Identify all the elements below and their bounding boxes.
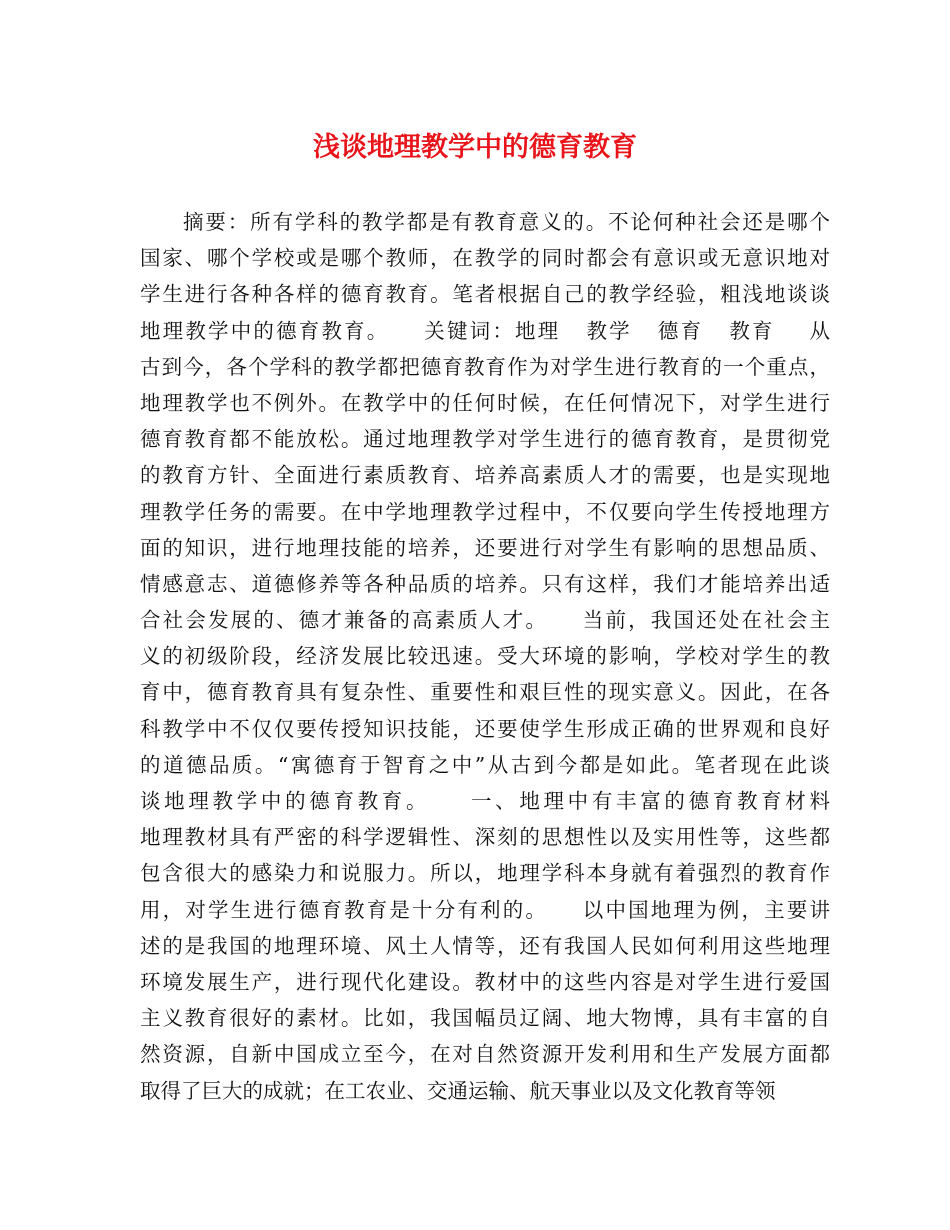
document-title: 浅谈地理教学中的德育教育: [313, 132, 637, 163]
body-line-19: 包含很大的感染力和说服力。所以，地理学科本身就有着强烈的教育作: [140, 861, 830, 886]
body-line-17: 谈地理教学中的德育教育。 一、地理中有丰富的德育教育材料: [140, 789, 830, 813]
body-line-7: 德育教育都不能放松。通过地理教学对学生进行的德育教育，是贯彻党: [140, 427, 830, 452]
body-line-18: 地理教材具有严密的科学逻辑性、深刻的思想性以及实用性等，这些都: [140, 825, 830, 850]
body-line-13: 义的初级阶段，经济发展比较迅速。受大环境的影响，学校对学生的教: [140, 644, 830, 669]
body-line-8: 的教育方针、全面进行素质教育、培养高素质人才的需要，也是实现地: [140, 463, 830, 488]
body-line-20: 用，对学生进行德育教育是十分有利的。 以中国地理为例，主要讲: [140, 897, 830, 922]
body-line-23: 主义教育很好的素材。比如，我国幅员辽阔、地大物博，具有丰富的自: [140, 1006, 830, 1031]
body-line-10: 面的知识，进行地理技能的培养，还要进行对学生有影响的思想品质、: [140, 535, 830, 560]
body-line-5: 古到今，各个学科的教学都把德育教育作为对学生进行教育的一个重点，: [140, 354, 830, 379]
body-line-3: 学生进行各种各样的德育教育。笔者根据自己的教学经验，粗浅地谈谈: [140, 282, 830, 307]
body-line-4: 地理教学中的德育教育。 关键词：地理 教学 德育 教育 从: [140, 318, 830, 343]
body-line-12: 合社会发展的、德才兼备的高素质人才。 当前，我国还处在社会主: [140, 608, 830, 633]
body-line-14: 育中，德育教育具有复杂性、重要性和艰巨性的现实意义。因此，在各: [140, 680, 830, 705]
body-line-25: 取得了巨大的成就；在工农业、交通运输、航天事业以及文化教育等领: [140, 1078, 776, 1103]
document-body: [140, 204, 830, 1109]
body-line-2: 国家、哪个学校或是哪个教师，在教学的同时都会有意识或无意识地对: [140, 246, 830, 271]
body-line-16: 的道德品质。“寓德育于智育之中”从古到今都是如此。笔者现在此谈: [140, 752, 830, 777]
body-line-15: 科教学中不仅仅要传授知识技能，还要使学生形成正确的世界观和良好: [140, 716, 830, 741]
body-line-6: 地理教学也不例外。在教学中的任何时候，在任何情况下，对学生进行: [140, 390, 830, 415]
body-line-11: 情感意志、道德修养等各种品质的培养。只有这样，我们才能培养出适: [140, 571, 830, 596]
body-line-24: 然资源，自新中国成立至今，在对自然资源开发利用和生产发展方面都: [140, 1042, 830, 1067]
body-line-9: 理教学任务的需要。在中学地理教学过程中，不仅要向学生传授地理方: [140, 499, 830, 524]
body-line-1: 摘要：所有学科的教学都是有教育意义的。不论何种社会还是哪个: [183, 210, 830, 234]
body-line-21: 述的是我国的地理环境、风土人情等，还有我国人民如何利用这些地理: [140, 933, 830, 958]
body-line-22: 环境发展生产，进行现代化建设。教材中的这些内容是对学生进行爱国: [140, 969, 830, 994]
